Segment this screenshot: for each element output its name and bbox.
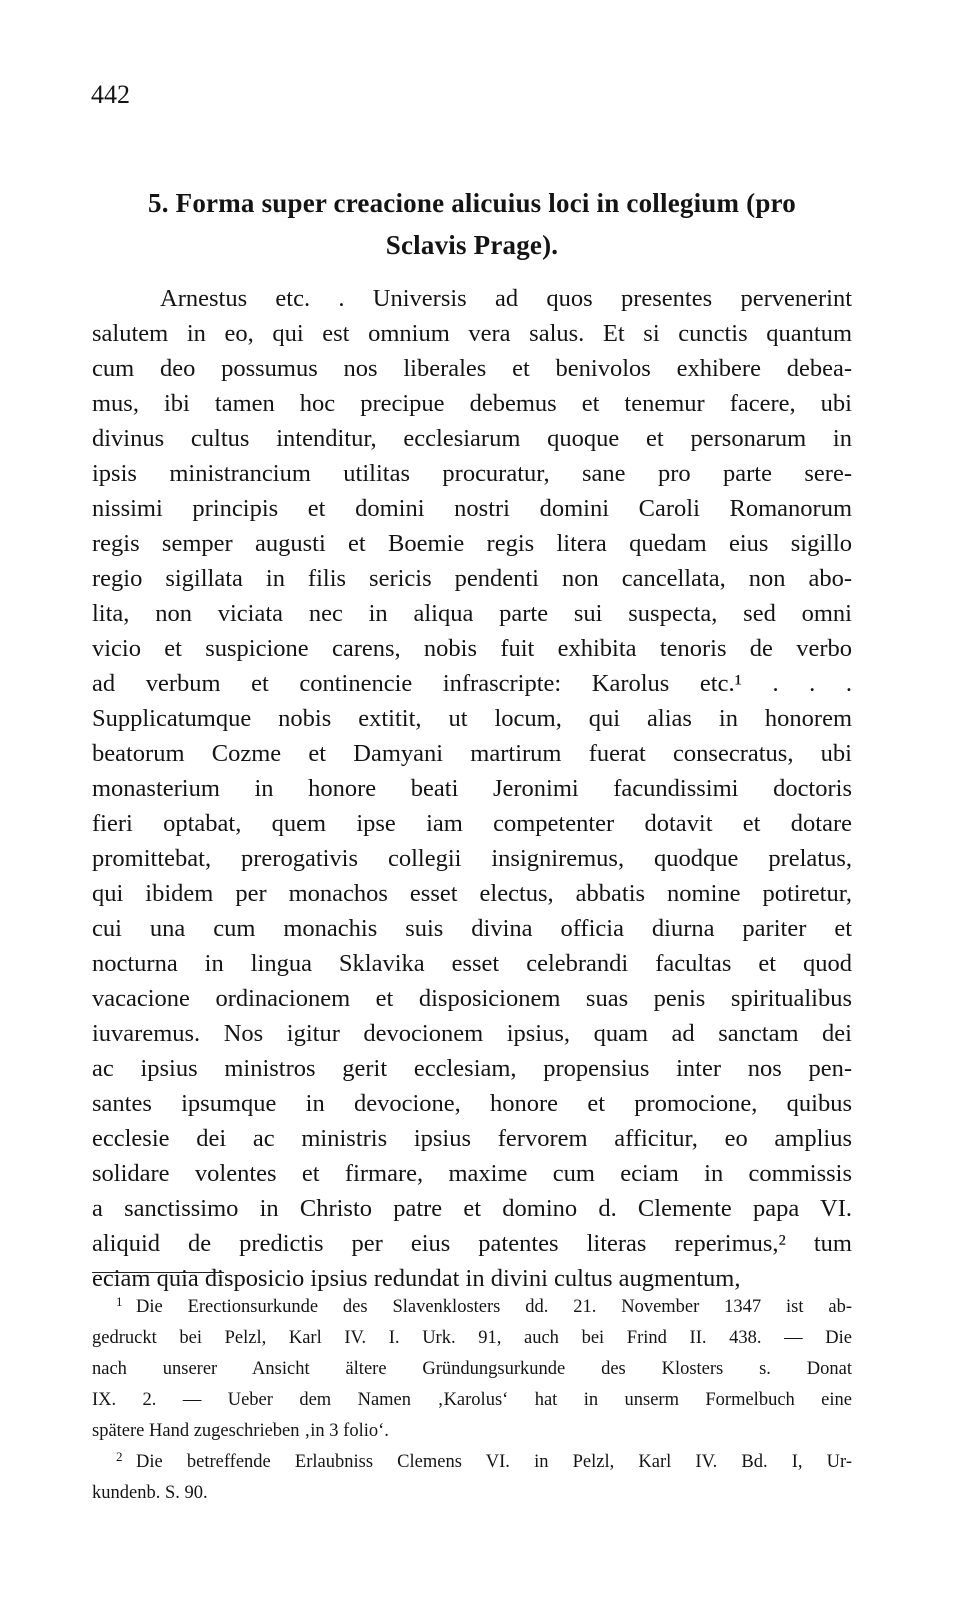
- footnote-line: IX. 2. — Ueber dem Namen ‚Karolus‘ hat in unserm Formelbuch eine: [92, 1390, 852, 1410]
- footnote-1: [92, 1292, 852, 1447]
- body-line: monasterium in honore beati Jeronimi facundissimi doctoris: [92, 775, 852, 802]
- body-line: salutem in eo, qui est omnium vera salus. Et si cunctis quantum: [92, 320, 852, 347]
- body-line: Supplicatumque nobis extitit, ut locum, qui alias in honorem: [92, 705, 852, 732]
- body-line: divinus cultus intenditur, ecclesiarum quoque et personarum in: [92, 425, 852, 452]
- body-line: beatorum Cozme et Damyani martirum fuerat consecratus, ubi: [92, 740, 852, 767]
- document-heading: [92, 182, 852, 266]
- body-line: Arnestus etc. . Universis ad quos presentes pervenerint: [160, 285, 852, 312]
- footnote-line: Die betreffende Erlaubniss Clemens VI. in Pelzl, Karl IV. Bd. I, Ur-: [136, 1452, 852, 1472]
- footnote-line: gedruckt bei Pelzl, Karl IV. I. Urk. 91, auch bei Frind II. 438. — Die: [92, 1328, 852, 1348]
- body-line: eciam quia disposicio ipsius redundat in divini cultus augmentum,: [92, 1265, 741, 1292]
- body-line: mus, ibi tamen hoc precipue debemus et tenemur facere, ubi: [92, 390, 852, 417]
- heading-line: Sclavis Prage).: [385, 230, 559, 260]
- body-line: promittebat, prerogativis collegii insigniremus, quodque prelatus,: [92, 845, 852, 872]
- heading-line: 5. Forma super creacione alicuius loci in collegium (pro: [148, 188, 796, 218]
- footnote-line: spätere Hand zugeschrieben ‚in 3 folio‘.: [92, 1421, 389, 1441]
- body-line: cum deo possumus nos liberales et benivolos exhibere debea-: [92, 355, 852, 382]
- body-line: ac ipsius ministros gerit ecclesiam, propensius inter nos pen-: [92, 1055, 852, 1082]
- body-line: ad verbum et continencie infrascripte: Karolus etc.¹ . . .: [92, 670, 852, 697]
- body-line: vacacione ordinacionem et disposicionem suas penis spiritualibus: [92, 985, 852, 1012]
- body-line: regio sigillata in filis sericis pendenti non cancellata, non abo-: [92, 565, 852, 592]
- footnote-line: Die Erectionsurkunde des Slavenklosters dd. 21. November 1347 ist ab-: [136, 1297, 852, 1317]
- body-text: [92, 281, 852, 1296]
- body-line: cui una cum monachis suis divina officia diurna pariter et: [92, 915, 852, 942]
- body-line: iuvaremus. Nos igitur devocionem ipsius, quam ad sanctam dei: [92, 1020, 852, 1047]
- body-line: santes ipsumque in devocione, honore et promocione, quibus: [92, 1090, 852, 1117]
- body-line: solidare volentes et firmare, maxime cum eciam in commissis: [92, 1160, 852, 1187]
- body-line: fieri optabat, quem ipse iam competenter dotavit et dotare: [92, 810, 852, 837]
- footnotes: [92, 1292, 852, 1509]
- body-line: aliquid de predictis per eius patentes literas reperimus,² tum: [92, 1230, 852, 1257]
- footnote-2: [92, 1447, 852, 1509]
- footnote-marker: 2: [116, 1449, 123, 1464]
- body-line: nocturna in lingua Sklavika esset celebrandi facultas et quod: [92, 950, 852, 977]
- body-line: nissimi principis et domini nostri domini Caroli Romanorum: [92, 495, 852, 522]
- body-line: vicio et suspicione carens, nobis fuit exhibita tenoris de verbo: [92, 635, 852, 662]
- body-line: a sanctissimo in Christo patre et domino d. Clemente papa VI.: [92, 1195, 852, 1222]
- footnote-divider: [92, 1272, 224, 1273]
- body-line: regis semper augusti et Boemie regis litera quedam eius sigillo: [92, 530, 852, 557]
- page-number: 442: [91, 80, 130, 109]
- footnote-line: nach unserer Ansicht ältere Gründungsurkunde des Klosters s. Donat: [92, 1359, 852, 1379]
- footnote-line: kundenb. S. 90.: [92, 1483, 208, 1503]
- body-line: lita, non viciata nec in aliqua parte sui suspecta, sed omni: [92, 600, 852, 627]
- body-line: ecclesie dei ac ministris ipsius fervorem afficitur, eo amplius: [92, 1125, 852, 1152]
- body-line: ipsis ministrancium utilitas procuratur, sane pro parte sere-: [92, 460, 852, 487]
- body-line: qui ibidem per monachos esset electus, abbatis nomine potiretur,: [92, 880, 852, 907]
- footnote-marker: 1: [116, 1294, 123, 1309]
